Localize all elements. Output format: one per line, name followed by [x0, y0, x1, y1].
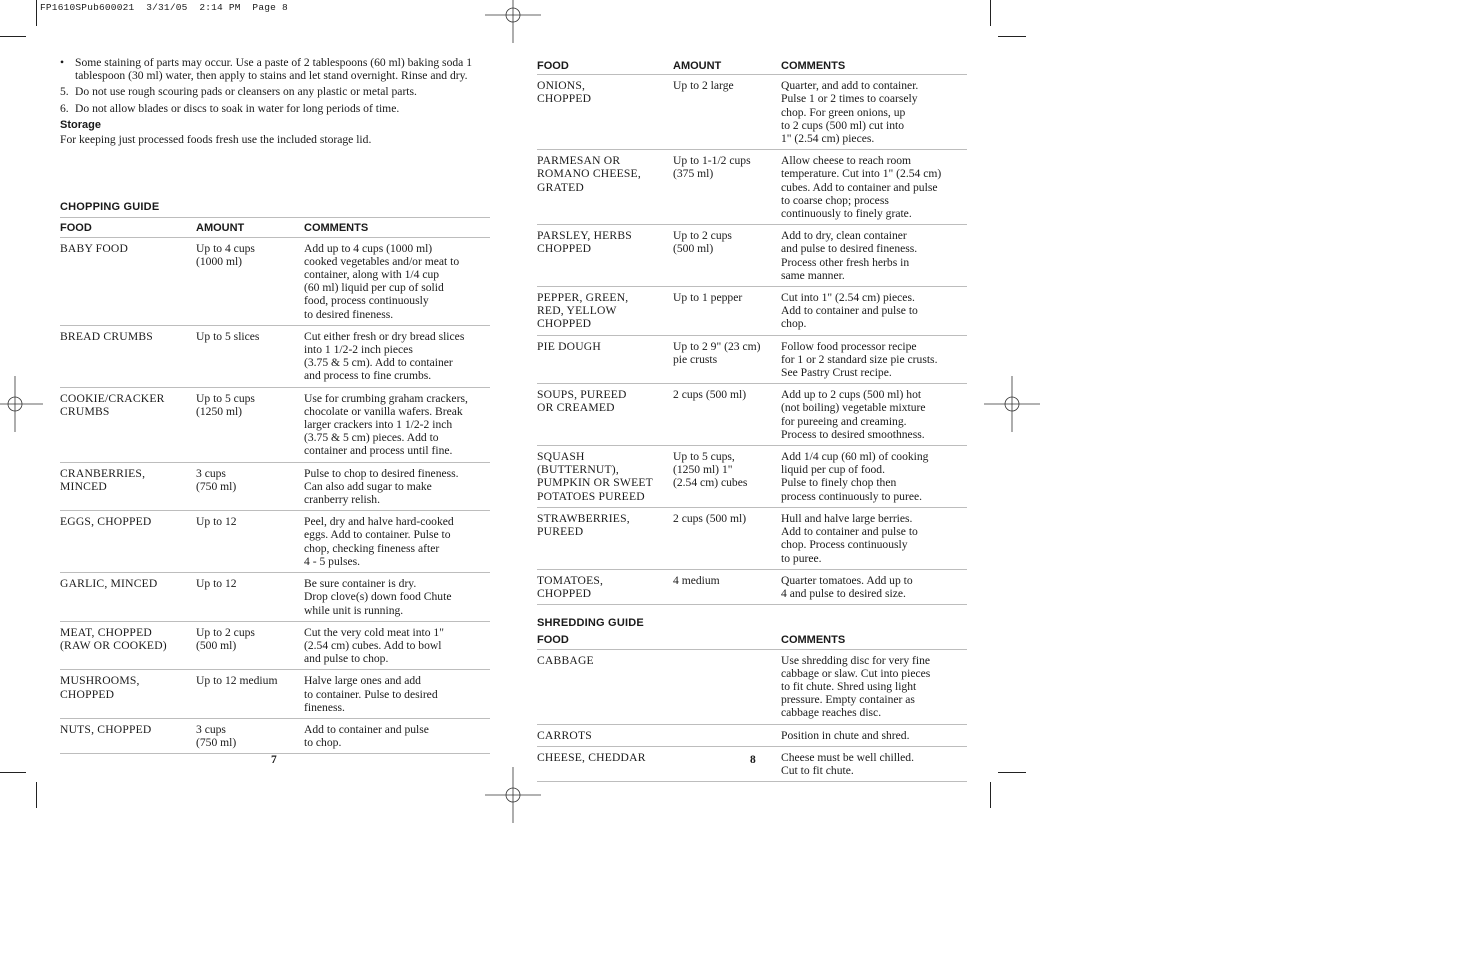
registration-mark-icon	[0, 376, 43, 432]
table-row	[537, 446, 967, 508]
table-cell-comments: Quarter tomatoes. Add up to 4 and pulse to desired size.	[781, 569, 967, 604]
list-item: • Some staining of parts may occur. Use a paste of 2 tablespoons (60 ml) baking soda 1 tablespoon (30 ml) water, then apply to stains and let stand overnight. Rinse and dry.	[60, 56, 473, 83]
table-row	[537, 649, 967, 724]
table-cell-food: BREAD CRUMBS	[60, 325, 196, 387]
table-row	[537, 225, 967, 287]
table-cell-food: EGGS, CHOPPED	[60, 511, 196, 573]
print-header: FP1610SPub600021 3/31/05 2:14 PM Page 8	[40, 2, 288, 13]
table-cell-amount: Up to 5 slices	[196, 325, 304, 387]
table-row	[537, 724, 967, 746]
table-row	[537, 569, 967, 604]
storage-text: For keeping just processed foods fresh use the included storage lid.	[60, 133, 372, 147]
table-cell-food: PIE DOUGH	[537, 335, 673, 384]
column-header-amount: AMOUNT	[196, 218, 304, 237]
list-item: 5. Do not use rough scouring pads or cleansers on any plastic or metal parts.	[60, 85, 417, 99]
crop-mark	[36, 0, 37, 26]
table-row	[60, 573, 490, 622]
shredding-guide-title: SHREDDING GUIDE	[537, 617, 644, 630]
table-cell-comments: Use shredding disc for very fine cabbage or slaw. Cut into pieces to fit chute. Shred using light pressure. Empty container as cabbage reaches disc.	[781, 649, 967, 724]
care-instructions-list	[60, 56, 490, 115]
table-cell-comments: Position in chute and shred.	[781, 724, 967, 746]
chopping-guide-title: CHOPPING GUIDE	[60, 201, 490, 218]
registration-mark-icon	[485, 0, 541, 43]
column-header-food: FOOD	[60, 218, 196, 237]
table-cell-amount: 4 medium	[673, 569, 781, 604]
table-cell-amount: 2 cups (500 ml)	[673, 384, 781, 446]
table-cell-food: NUTS, CHOPPED	[60, 718, 196, 753]
table-row	[60, 670, 490, 719]
table-row	[537, 75, 967, 150]
table-row	[60, 621, 490, 670]
table-row	[60, 325, 490, 387]
column-header-food: FOOD	[537, 630, 781, 649]
left-page	[60, 56, 490, 754]
table-cell-amount: Up to 5 cups, (1250 ml) 1" (2.54 cm) cubes	[673, 446, 781, 508]
table-cell-amount: Up to 2 cups (500 ml)	[673, 225, 781, 287]
table-cell-amount: Up to 2 9" (23 cm) pie crusts	[673, 335, 781, 384]
table-cell-comments: Add to container and pulse to chop.	[304, 718, 490, 753]
table-cell-food: PEPPER, GREEN, RED, YELLOW CHOPPED	[537, 287, 673, 336]
table-cell-comments: Add up to 2 cups (500 ml) hot (not boiling) vegetable mixture for pureeing and creaming. Process to desired smoothness.	[781, 384, 967, 446]
crop-mark	[0, 36, 26, 37]
column-header-amount: AMOUNT	[673, 56, 781, 75]
table-row	[537, 150, 967, 225]
table-cell-comments: Cut the very cold meat into 1" (2.54 cm) cubes. Add to bowl and pulse to chop.	[304, 621, 490, 670]
list-item: 6. Do not allow blades or discs to soak in water for long periods of time.	[60, 101, 400, 115]
page-number: 7	[271, 754, 277, 766]
table-cell-food: ONIONS, CHOPPED	[537, 75, 673, 150]
table-cell-amount: Up to 4 cups (1000 ml)	[196, 237, 304, 325]
table-cell-food: STRAWBERRIES, PUREED	[537, 507, 673, 569]
table-cell-amount: 3 cups (750 ml)	[196, 462, 304, 511]
table-cell-food: MEAT, CHOPPED (RAW OR COOKED)	[60, 621, 196, 670]
table-cell-amount: Up to 12 medium	[196, 670, 304, 719]
column-header-comments: COMMENTS	[781, 56, 967, 75]
table-row	[537, 507, 967, 569]
table-cell-comments: Add 1/4 cup (60 ml) of cooking liquid per cup of food. Pulse to finely chop then process continuously to puree.	[781, 446, 967, 508]
table-row	[60, 237, 490, 325]
column-header-food: FOOD	[537, 56, 673, 75]
registration-mark-icon	[485, 767, 541, 823]
table-row	[60, 387, 490, 462]
table-cell-amount: 3 cups (750 ml)	[196, 718, 304, 753]
table-cell-food: TOMATOES, CHOPPED	[537, 569, 673, 604]
table-cell-amount: Up to 12	[196, 573, 304, 622]
crop-mark	[998, 772, 1026, 773]
table-cell-amount: Up to 1 pepper	[673, 287, 781, 336]
table-cell-comments: Use for crumbing graham crackers, chocolate or vanilla wafers. Break larger crackers into 1 1/2-2 inch (3.75 & 5 cm) pieces. Add to container and process until fine.	[304, 387, 490, 462]
crop-mark	[990, 782, 991, 808]
page-number: 8	[750, 754, 756, 766]
chopping-guide-continued-table	[537, 56, 967, 605]
table-cell-food: COOKIE/CRACKER CRUMBS	[60, 387, 196, 462]
chopping-guide-rows	[60, 237, 490, 754]
table-cell-comments: Halve large ones and add to container. Pulse to desired fineness.	[304, 670, 490, 719]
column-header-comments: COMMENTS	[304, 218, 490, 237]
table-cell-comments: Cut either fresh or dry bread slices into 1 1/2-2 inch pieces (3.75 & 5 cm). Add to container and process to fine crumbs.	[304, 325, 490, 387]
table-cell-food: CARROTS	[537, 724, 781, 746]
table-row	[537, 384, 967, 446]
table-cell-food: PARMESAN OR ROMANO CHEESE, GRATED	[537, 150, 673, 225]
table-cell-amount: Up to 2 cups (500 ml)	[196, 621, 304, 670]
table-cell-amount: Up to 5 cups (1250 ml)	[196, 387, 304, 462]
crop-mark	[990, 0, 991, 26]
table-cell-food: GARLIC, MINCED	[60, 573, 196, 622]
table-cell-food: PARSLEY, HERBS CHOPPED	[537, 225, 673, 287]
table-cell-amount: 2 cups (500 ml)	[673, 507, 781, 569]
table-cell-comments: Allow cheese to reach room temperature. Cut into 1" (2.54 cm) cubes. Add to container and pulse to coarse chop; process continuously to finely grate.	[781, 150, 967, 225]
table-row	[60, 462, 490, 511]
table-cell-comments: Add up to 4 cups (1000 ml) cooked vegetables and/or meat to container, along with 1/4 cup (60 ml) liquid per cup of solid food, process continuously to desired fineness.	[304, 237, 490, 325]
registration-mark-icon	[984, 376, 1040, 432]
table-cell-amount: Up to 2 large	[673, 75, 781, 150]
table-cell-comments: Be sure container is dry. Drop clove(s) down food Chute while unit is running.	[304, 573, 490, 622]
table-row	[537, 335, 967, 384]
crop-mark	[0, 772, 26, 773]
table-cell-comments: Hull and halve large berries. Add to container and pulse to chop. Process continuously to puree.	[781, 507, 967, 569]
table-cell-food: CABBAGE	[537, 649, 781, 724]
table-cell-amount: Up to 1-1/2 cups (375 ml)	[673, 150, 781, 225]
table-cell-food: CHEESE, CHEDDAR	[537, 746, 781, 781]
table-cell-food: CRANBERRIES, MINCED	[60, 462, 196, 511]
table-cell-comments: Peel, dry and halve hard-cooked eggs. Add to container. Pulse to chop, checking fineness after 4 - 5 pulses.	[304, 511, 490, 573]
storage-heading: Storage	[60, 118, 101, 131]
chopping-guide-continued-rows	[537, 75, 967, 605]
table-cell-food: SOUPS, PUREED OR CREAMED	[537, 384, 673, 446]
table-cell-comments: Cheese must be well chilled. Cut to fit chute.	[781, 746, 967, 781]
table-cell-comments: Cut into 1" (2.54 cm) pieces. Add to container and pulse to chop.	[781, 287, 967, 336]
crop-mark	[36, 782, 37, 808]
table-cell-food: BABY FOOD	[60, 237, 196, 325]
right-page	[537, 56, 967, 782]
table-cell-food: MUSHROOMS, CHOPPED	[60, 670, 196, 719]
table-cell-comments: Follow food processor recipe for 1 or 2 standard size pie crusts. See Pastry Crust recipe.	[781, 335, 967, 384]
chopping-guide-table	[60, 218, 490, 754]
table-cell-comments: Quarter, and add to container. Pulse 1 or 2 times to coarsely chop. For green onions, up to 2 cups (500 ml) cut into 1" (2.54 cm) pieces.	[781, 75, 967, 150]
table-cell-food: SQUASH (BUTTERNUT), PUMPKIN OR SWEET POTATOES PUREED	[537, 446, 673, 508]
crop-mark	[998, 36, 1026, 37]
table-cell-amount: Up to 12	[196, 511, 304, 573]
column-header-comments: COMMENTS	[781, 630, 967, 649]
table-cell-comments: Pulse to chop to desired fineness. Can also add sugar to make cranberry relish.	[304, 462, 490, 511]
table-row	[60, 718, 490, 753]
table-row	[60, 511, 490, 573]
table-cell-comments: Add to dry, clean container and pulse to desired fineness. Process other fresh herbs in same manner.	[781, 225, 967, 287]
table-row	[537, 287, 967, 336]
